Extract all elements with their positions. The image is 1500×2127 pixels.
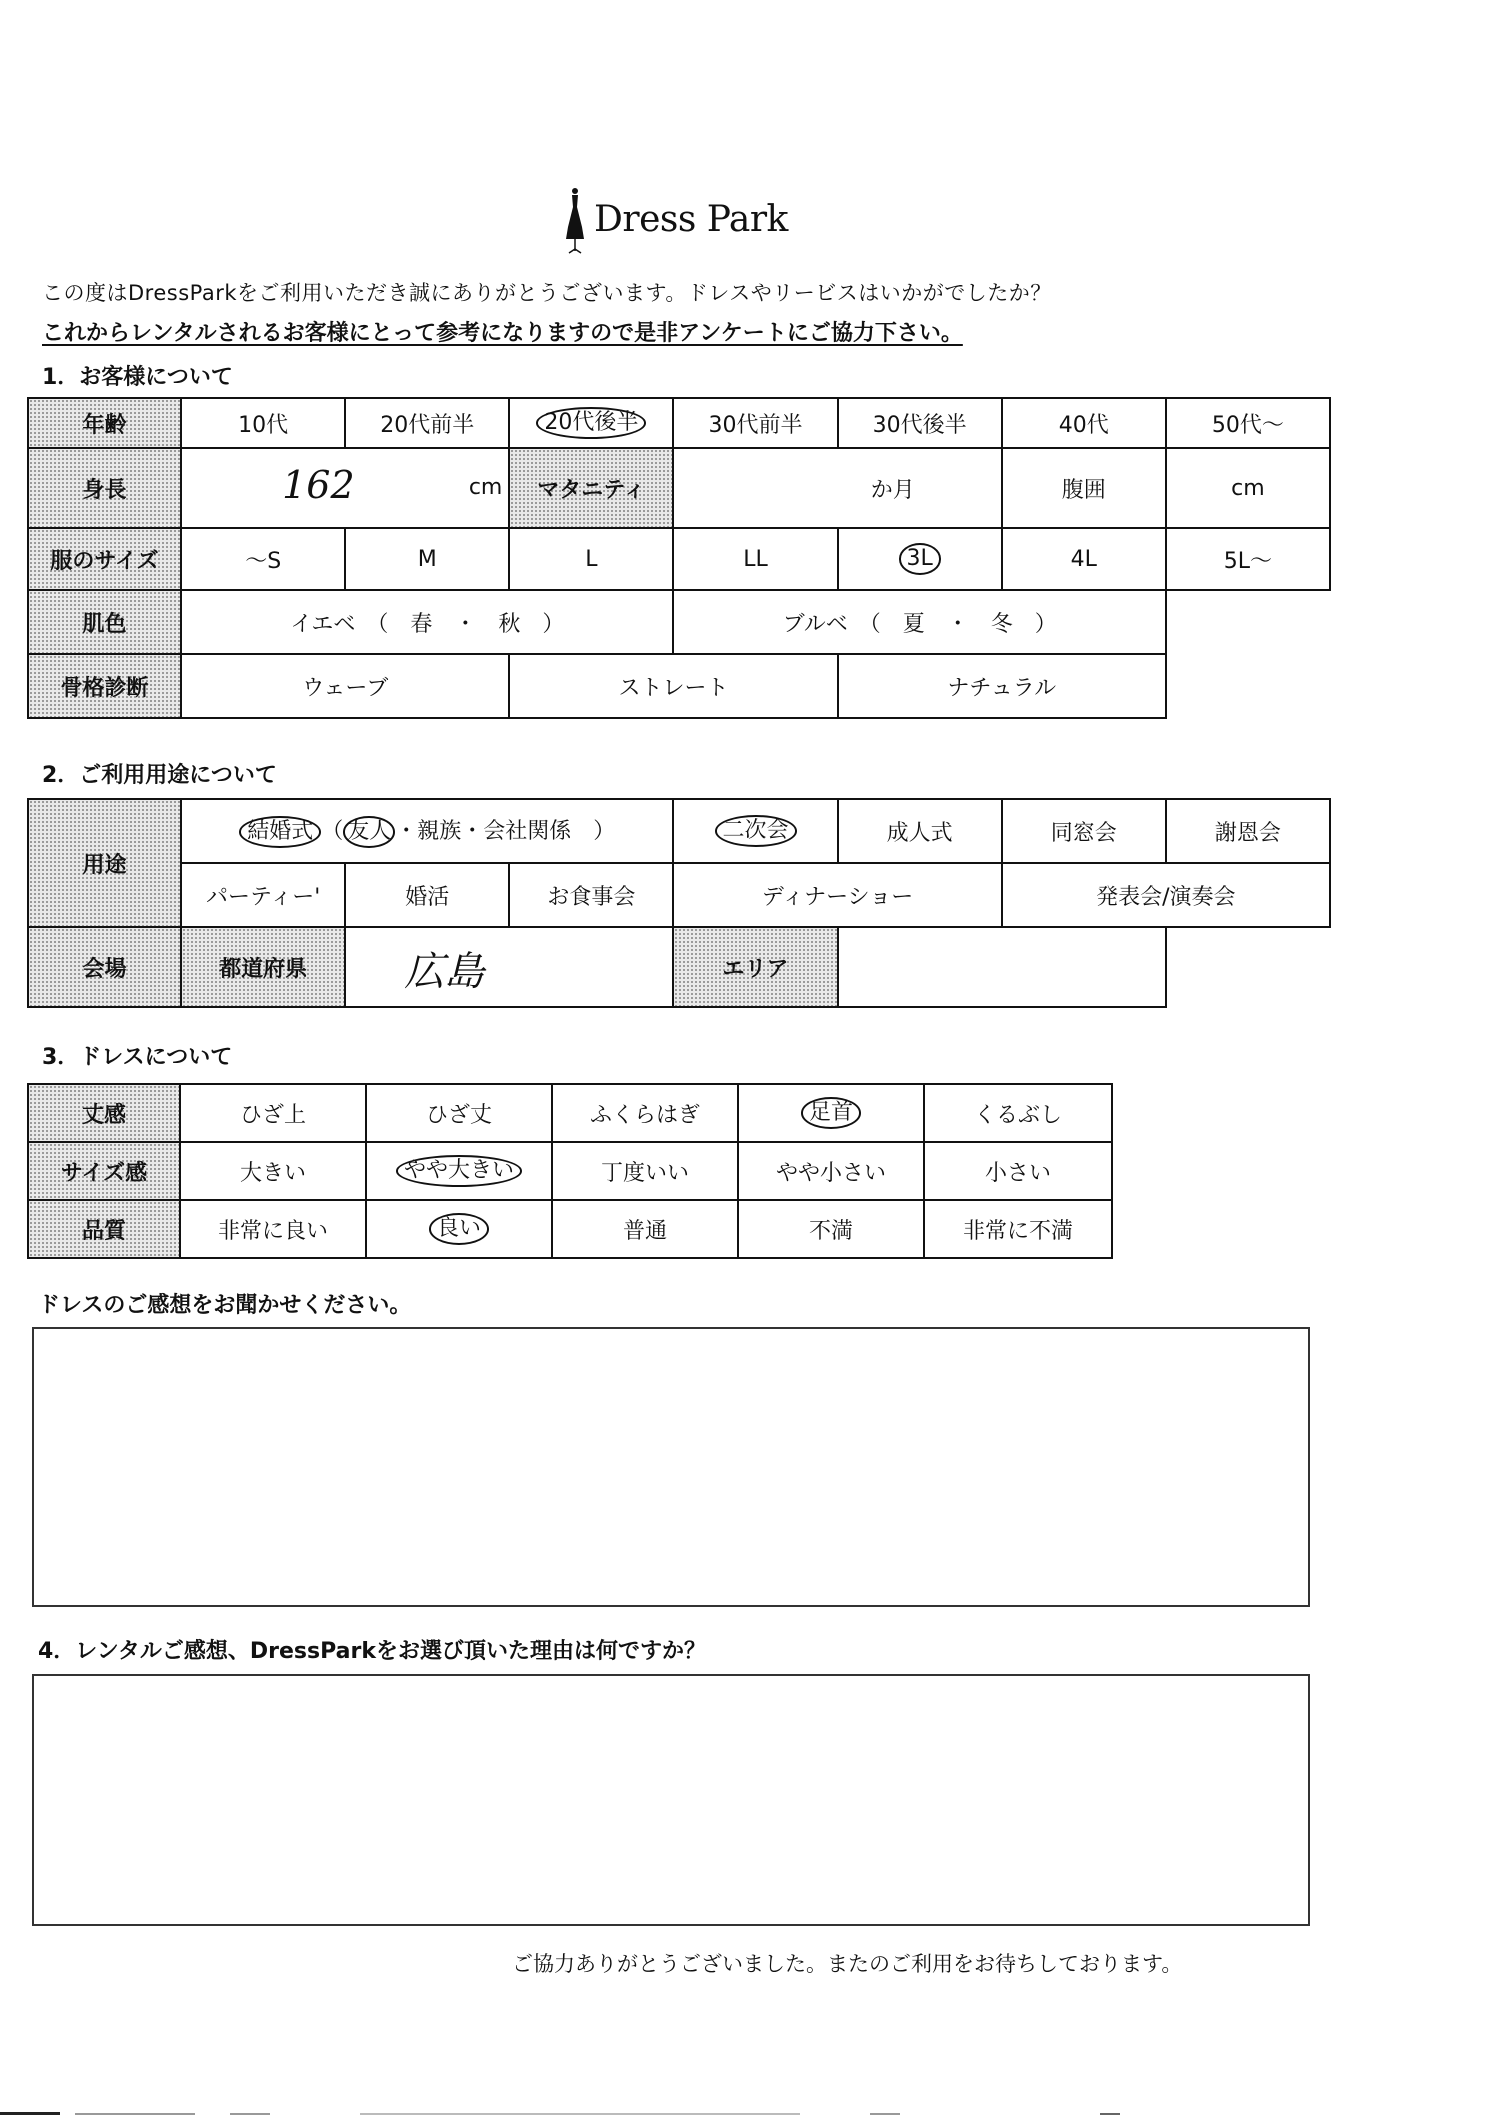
size-option-5l[interactable]: 5L～ xyxy=(1166,528,1330,590)
fit-label: サイズ感 xyxy=(28,1142,180,1200)
skin-label: 肌色 xyxy=(28,590,181,654)
age-option-late-30s[interactable]: 30代後半 xyxy=(838,398,1002,448)
prefecture-label: 都道府県 xyxy=(181,927,345,1007)
fit-just-right[interactable]: 丁度いい xyxy=(552,1142,738,1200)
fit-large[interactable]: 大きい xyxy=(180,1142,366,1200)
purpose-konkatsu[interactable]: 婚活 xyxy=(345,863,509,927)
selected-circle: 友人 xyxy=(343,816,395,848)
maternity-months-field[interactable]: か月 xyxy=(673,448,1001,528)
rental-comment-box[interactable] xyxy=(32,1674,1310,1926)
quality-dissatisfied[interactable]: 不満 xyxy=(738,1200,924,1258)
section-1-title: 1．お客様について xyxy=(42,365,233,390)
selected-circle: 足首 xyxy=(801,1097,861,1129)
fit-slightly-small[interactable]: やや小さい xyxy=(738,1142,924,1200)
scan-edge-artifact xyxy=(0,2110,1500,2118)
frame-option-wave[interactable]: ウェーブ xyxy=(181,654,509,718)
age-option-50s[interactable]: 50代～ xyxy=(1166,398,1330,448)
length-anklebone[interactable]: くるぶし xyxy=(924,1084,1112,1142)
length-row xyxy=(28,1084,1112,1142)
size-option-l[interactable]: L xyxy=(509,528,673,590)
length-calf[interactable]: ふくらはぎ xyxy=(552,1084,738,1142)
fit-slightly-large[interactable] xyxy=(366,1142,552,1200)
usage-table xyxy=(27,798,1331,1008)
purpose-row-2 xyxy=(28,863,1330,927)
fit-small[interactable]: 小さい xyxy=(924,1142,1112,1200)
purpose-recital[interactable]: 発表会/演奏会 xyxy=(1002,863,1330,927)
frame-option-straight[interactable]: ストレート xyxy=(509,654,837,718)
age-option-40s[interactable]: 40代 xyxy=(1002,398,1166,448)
quality-very-dissatisfied[interactable]: 非常に不満 xyxy=(924,1200,1112,1258)
dress-table xyxy=(27,1083,1113,1259)
frame-label: 骨格診断 xyxy=(28,654,181,718)
purpose-label: 用途 xyxy=(28,799,181,927)
height-field[interactable] xyxy=(181,448,509,528)
intro-line-2: これからレンタルされるお客様にとって参考になりますので是非アンケートにご協力下さい。 xyxy=(42,321,963,346)
purpose-row-1 xyxy=(28,799,1330,863)
skin-yellow-base[interactable]: イエベ （ 春 ・ 秋 ） xyxy=(181,590,673,654)
selected-circle: 20代後半 xyxy=(536,407,646,439)
venue-row xyxy=(28,927,1330,1007)
skin-blue-base[interactable]: ブルベ （ 夏 ・ 冬 ） xyxy=(673,590,1165,654)
venue-label: 会場 xyxy=(28,927,181,1007)
height-label: 身長 xyxy=(28,448,181,528)
length-ankle[interactable] xyxy=(738,1084,924,1142)
quality-very-good[interactable]: 非常に良い xyxy=(180,1200,366,1258)
intro-line-1: この度はDressParkをご利用いただき誠にありがとうございます。ドレスやリービスはいかがでしたか？ xyxy=(42,281,1052,305)
size-label: 服のサイズ xyxy=(28,528,181,590)
length-knee[interactable]: ひざ丈 xyxy=(366,1084,552,1142)
selected-circle: 3L xyxy=(899,543,941,575)
selected-circle: 結婚式 xyxy=(239,816,321,848)
height-value: 162 xyxy=(282,463,355,507)
prefecture-field[interactable] xyxy=(345,927,673,1007)
area-field[interactable] xyxy=(838,927,1166,1007)
customer-table xyxy=(27,397,1331,719)
skin-row xyxy=(28,590,1330,654)
area-label: エリア xyxy=(673,927,837,1007)
purpose-dinner-show[interactable]: ディナーショー xyxy=(673,863,1001,927)
waist-field[interactable]: cm xyxy=(1166,448,1330,528)
purpose-reunion[interactable]: 同窓会 xyxy=(1002,799,1166,863)
selected-circle: 良い xyxy=(429,1213,489,1245)
age-option-early-30s[interactable]: 30代前半 xyxy=(673,398,837,448)
frame-option-natural[interactable]: ナチュラル xyxy=(838,654,1166,718)
fit-row xyxy=(28,1142,1112,1200)
size-option-m[interactable]: M xyxy=(345,528,509,590)
purpose-dinner[interactable]: お食事会 xyxy=(509,863,673,927)
size-option-ll[interactable]: LL xyxy=(673,528,837,590)
size-option-s[interactable]: ～S xyxy=(181,528,345,590)
size-row xyxy=(28,528,1330,590)
section-4-title: 4．レンタルご感想、DressParkをお選び頂いた理由は何ですか？ xyxy=(38,1639,706,1664)
quality-average[interactable]: 普通 xyxy=(552,1200,738,1258)
length-above-knee[interactable]: ひざ上 xyxy=(180,1084,366,1142)
quality-good[interactable] xyxy=(366,1200,552,1258)
dress-comment-prompt: ドレスのご感想をお聞かせください。 xyxy=(38,1293,412,1318)
quality-row xyxy=(28,1200,1112,1258)
prefecture-value: 広島 xyxy=(404,949,485,995)
quality-label: 品質 xyxy=(28,1200,180,1258)
section-3-title: 3．ドレスについて xyxy=(42,1045,233,1070)
maternity-label: マタニティ xyxy=(509,448,673,528)
purpose-thanks-party[interactable]: 謝恩会 xyxy=(1166,799,1330,863)
purpose-party[interactable]: パーティー' xyxy=(181,863,345,927)
age-option-early-20s[interactable]: 20代前半 xyxy=(345,398,509,448)
height-row xyxy=(28,448,1330,528)
age-label: 年齢 xyxy=(28,398,181,448)
dress-icon xyxy=(560,187,590,257)
logo-text: Dress Park xyxy=(594,199,788,240)
length-label: 丈感 xyxy=(28,1084,180,1142)
size-option-3l[interactable] xyxy=(838,528,1002,590)
purpose-wedding[interactable]: 結婚式 （ 友人 ・親族・会社関係 ） xyxy=(181,799,673,863)
purpose-after-party[interactable] xyxy=(673,799,837,863)
frame-row xyxy=(28,654,1330,718)
age-option-10s[interactable]: 10代 xyxy=(181,398,345,448)
footer-thanks: ご協力ありがとうございました。またのご利用をお待ちしております。 xyxy=(512,1952,1183,1976)
waist-label: 腹囲 xyxy=(1002,448,1166,528)
selected-circle: やや大きい xyxy=(396,1155,522,1187)
section-2-title: 2．ご利用用途について xyxy=(42,763,277,788)
dresspark-logo xyxy=(560,187,800,257)
dress-comment-box[interactable] xyxy=(32,1327,1310,1607)
age-option-late-20s[interactable] xyxy=(509,398,673,448)
size-option-4l[interactable]: 4L xyxy=(1002,528,1166,590)
height-unit: cm xyxy=(468,475,503,500)
purpose-coming-of-age[interactable]: 成人式 xyxy=(838,799,1002,863)
age-row xyxy=(28,398,1330,448)
selected-circle: 二次会 xyxy=(715,815,797,847)
